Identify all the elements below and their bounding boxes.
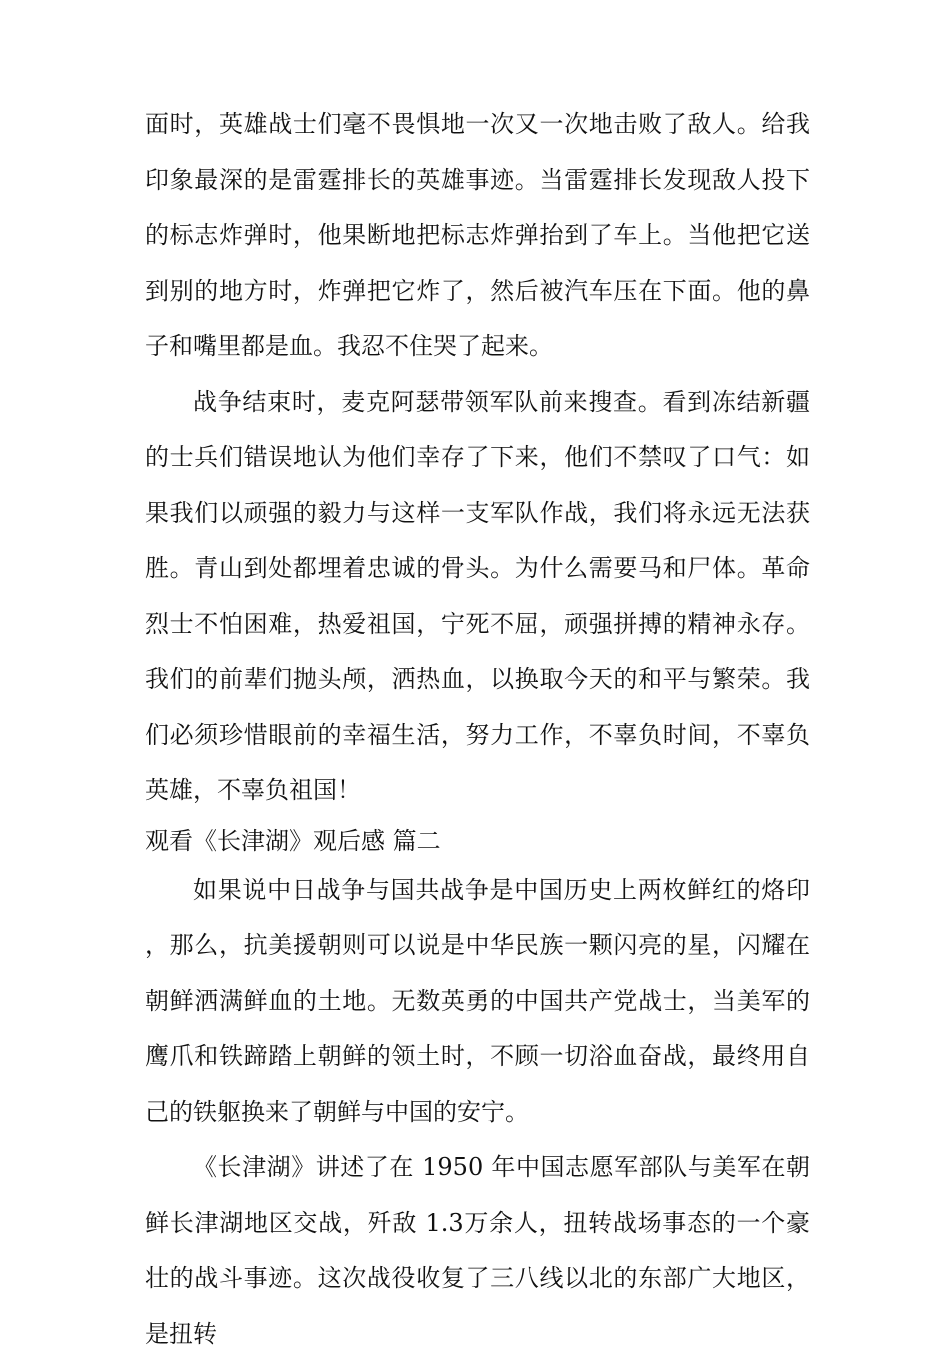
- paragraph-4: 《长津湖》讲述了在 1950 年中国志愿军部队与美军在朝鲜长津湖地区交战，歼敌 1.3万余人，扭转战场事态的一个豪壮的战斗事迹。这次战役收复了三八线以北的东部广大地区，是扭转: [145, 1153, 810, 1348]
- paragraph-3: 如果说中日战争与国共战争是中国历史上两枚鲜红的烙印，那么，抗美援朝则可以说是中华民族一颗闪亮的星，闪耀在朝鲜洒满鲜血的土地。无数英勇的中国共产党战士，当美军的鹰爪和铁蹄踏上朝鲜的领土时，不顾一切浴血奋战，最终用自己的铁躯换来了朝鲜与中国的安宁。: [145, 875, 810, 1126]
- section-heading: 观看《长津湖》观后感 篇二: [145, 826, 441, 855]
- document-page: [145, 97, 810, 1362]
- paragraph-1: 面时，英雄战士们毫不畏惧地一次又一次地击败了敌人。给我印象最深的是雷霆排长的英雄事迹。当雷霆排长发现敌人投下的标志炸弹时，他果断地把标志炸弹抬到了车上。当他把它送到别的地方时，炸弹把它炸了，然后被汽车压在下面。他的鼻子和嘴里都是血。我忍不住哭了起来。: [145, 110, 810, 360]
- paragraph-2: 战争结束时，麦克阿瑟带领军队前来搜查。看到冻结新疆的士兵们错误地认为他们幸存了下来，他们不禁叹了口气：如果我们以顽强的毅力与这样一支军队作战，我们将永远无法获胜。青山到处都埋着忠诚的骨头。为什么需要马和尸体。革命烈士不怕困难，热爱祖国，宁死不屈，顽强拼搏的精神永存。我们的前辈们抛头颅，洒热血，以换取今天的和平与繁荣。我们必须珍惜眼前的幸福生活，努力工作，不辜负时间，不辜负英雄，不辜负祖国！: [145, 387, 810, 804]
